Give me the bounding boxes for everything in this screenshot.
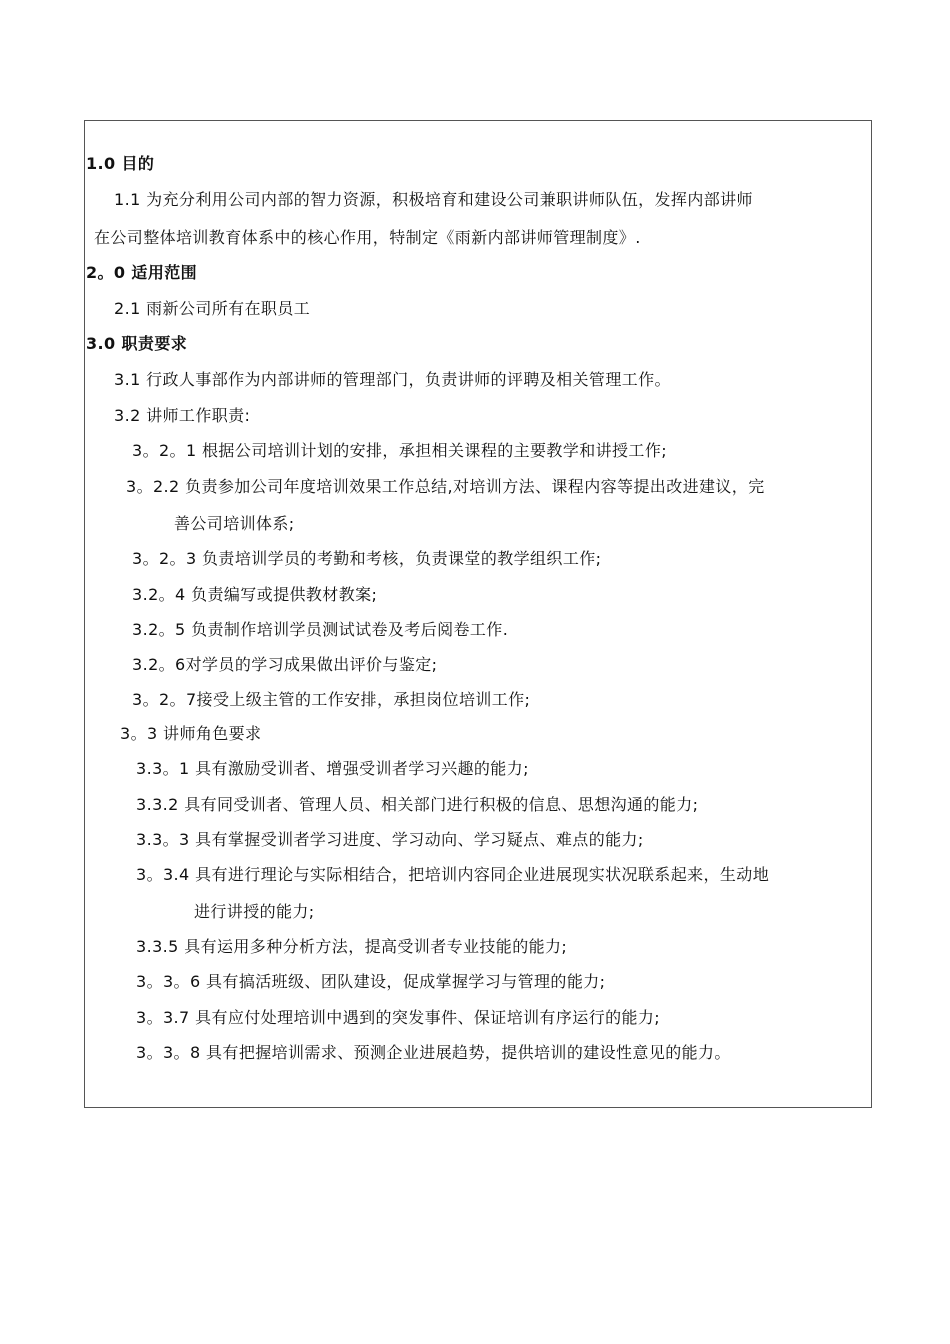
document-frame [84, 120, 872, 1108]
paragraph-line: 进行讲授的能力; [194, 902, 315, 921]
paragraph-line: 3。2。7接受上级主管的工作安排，承担岗位培训工作; [132, 690, 531, 709]
paragraph-line: 3。2。3 负责培训学员的考勤和考核，负责课堂的教学组织工作; [132, 549, 602, 568]
paragraph-line: 3。2.2 负责参加公司年度培训效果工作总结,对培训方法、课程内容等提出改进建议，完 [126, 477, 765, 496]
paragraph-line: 3。3.4 具有进行理论与实际相结合，把培训内容同企业进展现实状况联系起来，生动地 [136, 865, 770, 884]
paragraph-line: 3.3。3 具有掌握受训者学习进度、学习动向、学习疑点、难点的能力; [136, 830, 644, 849]
paragraph-line: 3。3.7 具有应付处理培训中遇到的突发事件、保证培训有序运行的能力; [136, 1008, 661, 1027]
paragraph-line: 3.3.2 具有同受训者、管理人员、相关部门进行积极的信息、思想沟通的能力; [136, 795, 699, 814]
paragraph-line: 3.3.5 具有运用多种分析方法，提高受训者专业技能的能力; [136, 937, 568, 956]
paragraph-line: 3.2。4 负责编写或提供教材教案; [132, 585, 378, 604]
paragraph-line: 3.3。1 具有激励受训者、增强受训者学习兴趣的能力; [136, 759, 529, 778]
paragraph-line: 3.2。6对学员的学习成果做出评价与鉴定; [132, 655, 438, 674]
section-heading: 2。0 适用范围 [86, 263, 198, 282]
paragraph-line: 3。3 讲师角色要求 [120, 724, 262, 743]
paragraph-line: 3.2 讲师工作职责: [114, 406, 251, 425]
section-heading: 1.0 目的 [86, 154, 155, 173]
paragraph-line: 3。3。8 具有把握培训需求、预测企业进展趋势，提供培训的建设性意见的能力。 [136, 1043, 731, 1062]
paragraph-line: 3。2。1 根据公司培训计划的安排，承担相关课程的主要教学和讲授工作; [132, 441, 668, 460]
paragraph-line: 3.1 行政人事部作为内部讲师的管理部门，负责讲师的评聘及相关管理工作。 [114, 370, 671, 389]
paragraph-line: 3.2。5 负责制作培训学员测试试卷及考后阅卷工作. [132, 620, 509, 639]
section-heading: 3.0 职责要求 [86, 334, 188, 353]
paragraph-line: 在公司整体培训教育体系中的核心作用，特制定《雨新内部讲师管理制度》. [94, 228, 641, 247]
paragraph-line: 1.1 为充分利用公司内部的智力资源，积极培育和建设公司兼职讲师队伍，发挥内部讲师 [114, 190, 753, 209]
paragraph-line: 善公司培训体系; [174, 514, 295, 533]
paragraph-line: 2.1 雨新公司所有在职员工 [114, 299, 311, 318]
paragraph-line: 3。3。6 具有搞活班级、团队建设，促成掌握学习与管理的能力; [136, 972, 606, 991]
